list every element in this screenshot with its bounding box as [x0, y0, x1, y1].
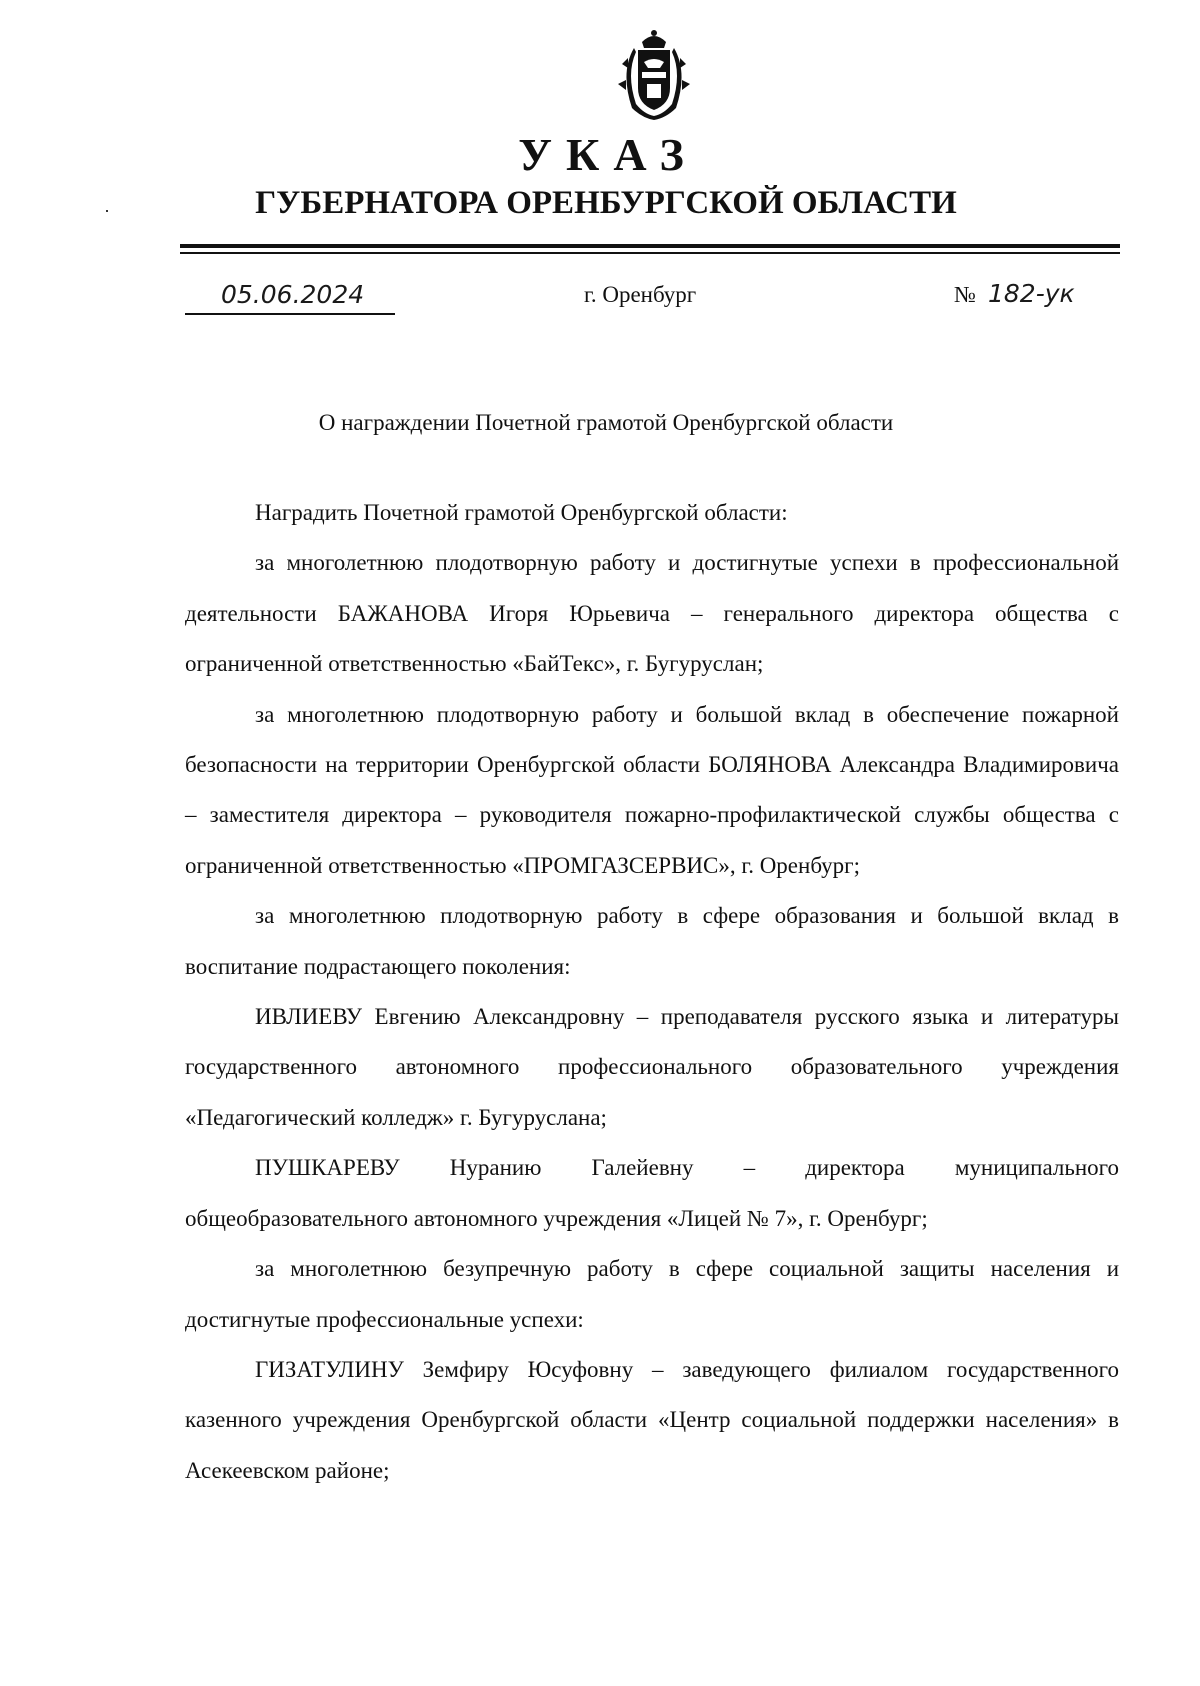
document-body	[185, 488, 1119, 1496]
document-caption: О награждении Почетной грамотой Оренбургской области	[318, 410, 894, 435]
document-number: 182-ук	[988, 279, 1075, 308]
document-city: г. Оренбург	[584, 282, 697, 307]
paragraph: ГИЗАТУЛИНУ Земфиру Юсуфовну – заведующего филиалом государственного казенного учреждения Оренбургской области «Центр социальной поддержки населения» в Асекеевском районе;	[185, 1356, 1119, 1483]
document-subtitle: ГУБЕРНАТОРА ОРЕНБУРГСКОЙ ОБЛАСТИ	[255, 185, 957, 221]
document-title: УКАЗ	[518, 129, 698, 180]
date-underline	[185, 313, 395, 315]
paragraph: Наградить Почетной грамотой Оренбургской области:	[255, 500, 788, 525]
paragraph: за многолетнюю плодотворную работу и большой вклад в обеспечение пожарной безопасности на территории Оренбургской области БОЛЯНОВА Александра Владимировича – заместителя директора – руководителя пожарно-профилактической службы общества с ограниченной ответственностью «ПРОМГАЗСЕРВИС», г. Оренбург;	[185, 701, 1119, 878]
document-number-label: №	[954, 282, 976, 307]
paragraph: за многолетнюю плодотворную работу и достигнутые успехи в профессиональной деятельности БАЖАНОВА Игоря Юрьевича – генерального директора общества с ограниченной ответственностью «БайТекс», г. Бугуруслан;	[185, 550, 1119, 677]
paragraph: ПУШКАРЕВУ Нуранию Галейевну – директора муниципального общеобразовательного автономного учреждения «Лицей № 7», г. Оренбург;	[185, 1155, 1119, 1231]
paragraph: за многолетнюю плодотворную работу в сфере образования и большой вклад в воспитание подрастающего поколения:	[185, 903, 1119, 979]
paragraph: за многолетнюю безупречную работу в сфере социальной защиты населения и достигнутые профессиональные успехи:	[185, 1256, 1119, 1332]
paragraph: ИВЛИЕВУ Евгению Александровну – преподавателя русского языка и литературы государственного автономного профессионального образовательного учреждения «Педагогический колледж» г. Бугуруслана;	[185, 1004, 1119, 1130]
document-date: 05.06.2024	[221, 280, 365, 309]
coat-of-arms-icon	[614, 28, 694, 122]
header-rule-thick	[180, 244, 1120, 248]
header-rule-thin	[180, 252, 1120, 254]
